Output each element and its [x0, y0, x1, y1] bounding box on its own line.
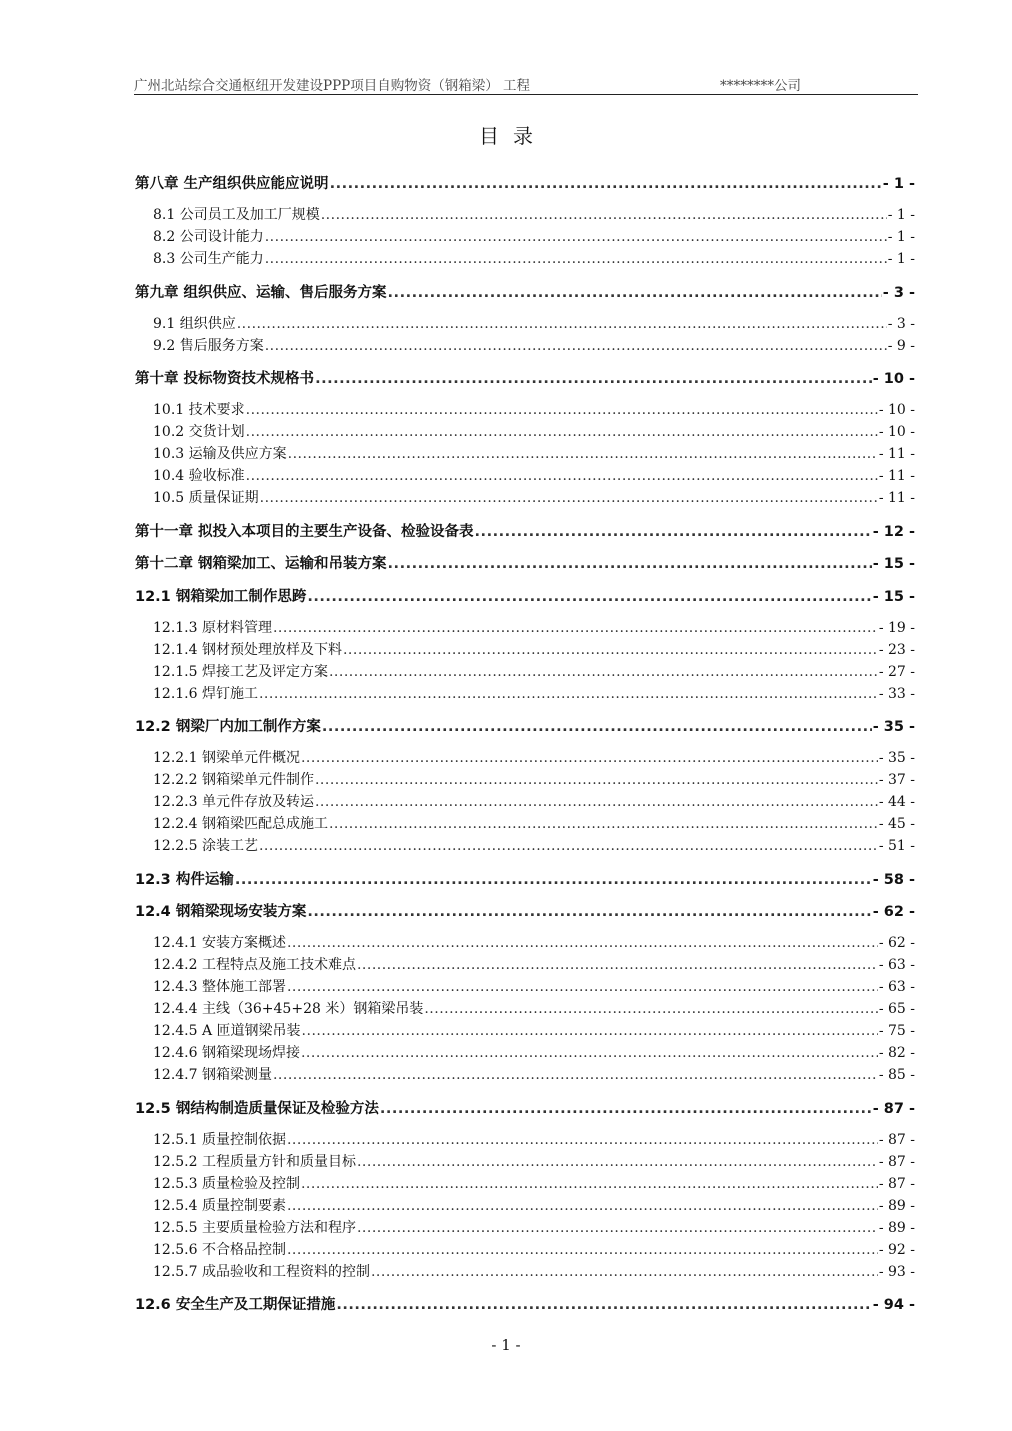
page-header	[134, 72, 918, 95]
toc-entry-page: - 82 -	[878, 1045, 915, 1061]
toc-section-entry[interactable]	[135, 1239, 915, 1261]
toc-leader-dots	[307, 589, 871, 605]
toc-entry-label: 12.4.2 工程特点及施工技术难点	[153, 957, 356, 973]
toc-entry-page: - 87 -	[878, 1175, 915, 1192]
toc-entry-label: 10.1 技术要求	[153, 402, 245, 418]
toc-section-entry[interactable]	[135, 1151, 915, 1173]
toc-section-entry[interactable]	[135, 661, 915, 683]
toc-entry-label: 12.2 钢梁厂内加工制作方案	[135, 719, 321, 735]
toc-leader-dots	[321, 207, 887, 223]
toc-section-entry[interactable]	[135, 813, 915, 835]
toc-entry-page: - 10 -	[872, 371, 915, 387]
toc-entry-label: 12.5 钢结构制造质量保证及检验方法	[135, 1100, 379, 1117]
toc-entry-label: 12.4.5 A 匝道钢梁吊装	[153, 1023, 301, 1039]
toc-leader-dots	[273, 620, 878, 636]
toc-leader-dots	[273, 1067, 878, 1083]
header-company: ********公司	[720, 78, 801, 94]
toc-entry-label: 12.4 钢箱梁现场安装方案	[135, 904, 307, 920]
toc-leader-dots	[265, 229, 887, 245]
toc-leader-dots	[388, 556, 872, 572]
toc-entry-page: - 1 -	[887, 207, 915, 223]
toc-entry-page: - 11 -	[878, 468, 915, 484]
toc-leader-dots	[246, 468, 878, 484]
toc-section-entry[interactable]	[135, 1064, 915, 1086]
toc-leader-dots	[424, 1001, 877, 1017]
toc-entry-label: 12.4.3 整体施工部署	[153, 979, 286, 995]
toc-entry-label: 10.5 质量保证期	[153, 490, 259, 506]
toc-entry-page: - 15 -	[872, 556, 915, 572]
toc-entry-label: 12.1 钢箱梁加工制作思跨	[135, 588, 307, 605]
toc-entry-page: - 1 -	[887, 229, 915, 245]
toc-chapter-entry[interactable]	[135, 585, 915, 607]
toc-section-entry[interactable]	[135, 791, 915, 813]
toc-section-entry[interactable]	[135, 1042, 915, 1064]
toc-leader-dots	[259, 686, 878, 702]
toc-section-entry[interactable]	[135, 1020, 915, 1042]
toc-leader-dots	[260, 490, 878, 506]
toc-leader-dots	[343, 642, 878, 658]
toc-leader-dots	[287, 935, 878, 951]
toc-entry-page: - 12 -	[872, 523, 915, 540]
toc-section-entry[interactable]	[135, 204, 915, 226]
toc-entry-page: - 58 -	[872, 871, 915, 888]
toc-leader-dots	[287, 979, 878, 995]
toc-entry-label: 12.3 构件运输	[135, 871, 234, 888]
toc-section-entry[interactable]	[135, 747, 915, 769]
toc-leader-dots	[246, 402, 878, 418]
toc-entry-label: 12.2.4 钢箱梁匹配总成施工	[153, 816, 328, 832]
toc-section-entry[interactable]	[135, 226, 915, 248]
header-project-title: 广州北站综合交通枢纽开发建设PPP项目自购物资（钢箱梁） 工程	[134, 78, 531, 94]
toc-entry-page: - 23 -	[878, 641, 915, 658]
toc-entry-label: 12.2.1 钢梁单元件概况	[153, 750, 300, 766]
toc-section-entry[interactable]	[135, 421, 915, 443]
toc-leader-dots	[287, 1242, 878, 1258]
toc-leader-dots	[336, 1297, 871, 1313]
toc-entry-page: - 89 -	[878, 1197, 915, 1214]
toc-leader-dots	[259, 838, 878, 854]
toc-entry-page: - 10 -	[878, 402, 915, 418]
toc-section-entry[interactable]	[135, 335, 915, 357]
toc-chapter-entry[interactable]	[135, 715, 915, 737]
toc-section-entry[interactable]	[135, 932, 915, 954]
toc-chapter-entry[interactable]	[135, 552, 915, 574]
toc-leader-dots	[329, 664, 878, 680]
page-number: - 1 -	[491, 1336, 521, 1354]
toc-chapter-entry[interactable]	[135, 367, 915, 389]
toc-leader-dots	[315, 794, 878, 810]
toc-leader-dots	[302, 1023, 878, 1039]
toc-section-entry[interactable]	[135, 998, 915, 1020]
toc-entry-label: 12.1.5 焊接工艺及评定方案	[153, 663, 328, 680]
toc-section-entry[interactable]	[135, 1195, 915, 1217]
toc-leader-dots	[301, 750, 878, 766]
toc-entry-label: 12.4.7 钢箱梁测量	[153, 1067, 272, 1083]
toc-leader-dots	[287, 1198, 878, 1214]
toc-chapter-entry[interactable]	[135, 281, 915, 303]
toc-entry-label: 12.4.6 钢箱梁现场焊接	[153, 1045, 300, 1061]
toc-entry-page: - 65 -	[878, 1001, 915, 1017]
toc-chapter-entry[interactable]	[135, 1097, 915, 1119]
toc-leader-dots	[329, 816, 878, 832]
toc-leader-dots	[357, 957, 878, 973]
toc-entry-label: 12.5.2 工程质量方针和质量目标	[153, 1153, 356, 1170]
toc-entry-page: - 44 -	[878, 794, 915, 810]
toc-title: 目录	[479, 124, 547, 148]
toc-leader-dots	[371, 1264, 878, 1280]
toc-entry-page: - 85 -	[878, 1067, 915, 1083]
toc-section-entry[interactable]	[135, 248, 915, 270]
toc-section-entry[interactable]	[135, 769, 915, 791]
toc-chapter-entry[interactable]	[135, 868, 915, 890]
toc-leader-dots	[315, 772, 878, 788]
toc-entry-page: - 92 -	[878, 1241, 915, 1258]
toc-leader-dots	[246, 424, 878, 440]
toc-entry-page: - 3 -	[887, 315, 915, 332]
toc-entry-label: 12.5.1 质量控制依据	[153, 1131, 286, 1148]
toc-entry-label: 第九章 组织供应、运输、售后服务方案	[135, 284, 387, 301]
toc-entry-page: - 75 -	[878, 1023, 915, 1039]
toc-entry-label: 9.2 售后服务方案	[153, 337, 264, 354]
toc-entry-label: 12.5.5 主要质量检验方法和程序	[153, 1219, 356, 1236]
toc-section-entry[interactable]	[135, 617, 915, 639]
toc-leader-dots	[357, 1154, 878, 1170]
toc-entry-page: - 87 -	[878, 1131, 915, 1148]
toc-entry-page: - 93 -	[878, 1263, 915, 1280]
toc-leader-dots	[301, 1045, 878, 1061]
toc-entry-label: 12.1.6 焊钉施工	[153, 685, 258, 702]
toc-leader-dots	[287, 1132, 878, 1148]
toc-entry-label: 12.6 安全生产及工期保证措施	[135, 1297, 336, 1313]
toc-entry-page: - 27 -	[878, 663, 915, 680]
toc-entry-page: - 1 -	[887, 251, 915, 267]
toc-entry-label: 12.2.2 钢箱梁单元件制作	[153, 772, 314, 788]
toc-section-entry[interactable]	[135, 1261, 915, 1283]
toc-section-entry[interactable]	[135, 1129, 915, 1151]
toc-entry-label: 第十章 投标物资技术规格书	[135, 371, 315, 387]
toc-entry-label: 10.3 运输及供应方案	[153, 446, 287, 462]
toc-entry-page: - 89 -	[878, 1219, 915, 1236]
toc-entry-page: - 63 -	[878, 957, 915, 973]
toc-entry-page: - 35 -	[872, 719, 915, 735]
toc-leader-dots	[237, 316, 887, 332]
toc-leader-dots	[380, 1101, 872, 1117]
toc-section-entry[interactable]	[135, 976, 915, 998]
toc-leader-dots	[235, 872, 872, 888]
toc-chapter-entry[interactable]	[135, 172, 915, 194]
toc-entry-page: - 63 -	[878, 979, 915, 995]
toc-entry-page: - 62 -	[878, 935, 915, 951]
toc-entry-page: - 51 -	[878, 838, 915, 854]
toc-entry-label: 12.5.6 不合格品控制	[153, 1241, 286, 1258]
toc-section-entry[interactable]	[135, 683, 915, 705]
toc-entry-label: 10.4 验收标准	[153, 468, 245, 484]
toc-entry-page: - 3 -	[882, 284, 915, 301]
toc-section-entry[interactable]	[135, 487, 915, 509]
toc-section-entry[interactable]	[135, 835, 915, 857]
toc-section-entry[interactable]	[135, 1173, 915, 1195]
toc-entry-label: 12.5.7 成品验收和工程资料的控制	[153, 1263, 370, 1280]
toc-leader-dots	[265, 251, 887, 267]
toc-entry-label: 12.2.3 单元件存放及转运	[153, 794, 314, 810]
toc-chapter-entry[interactable]	[135, 900, 915, 922]
toc-section-entry[interactable]	[135, 639, 915, 661]
toc-leader-dots	[301, 1176, 878, 1192]
toc-leader-dots	[330, 176, 882, 192]
toc-entry-label: 12.1.3 原材料管理	[153, 619, 272, 636]
toc-section-entry[interactable]	[135, 443, 915, 465]
toc-entry-label: 10.2 交货计划	[153, 424, 245, 440]
toc-entry-label: 第八章 生产组织供应能应说明	[135, 176, 329, 192]
toc-entry-label: 第十一章 拟投入本项目的主要生产设备、检验设备表	[135, 523, 474, 540]
toc-entry-page: - 11 -	[878, 446, 915, 462]
toc-leader-dots	[307, 904, 871, 920]
toc-entry-label: 8.3 公司生产能力	[153, 251, 264, 267]
toc-entry-page: - 10 -	[878, 424, 915, 440]
toc-entry-page: - 15 -	[872, 588, 915, 605]
toc-section-entry[interactable]	[135, 1217, 915, 1239]
toc-entry-page: - 11 -	[878, 490, 915, 506]
toc-entry-label: 第十二章 钢箱梁加工、运输和吊装方案	[135, 556, 387, 572]
toc-entry-page: - 62 -	[872, 904, 915, 920]
toc-leader-dots	[475, 524, 872, 540]
toc-entry-page: - 87 -	[878, 1153, 915, 1170]
toc-entry-page: - 94 -	[872, 1297, 915, 1313]
toc-entry-page: - 19 -	[878, 619, 915, 636]
toc-leader-dots	[288, 446, 878, 462]
toc-entry-label: 12.4.4 主线（36+45+28 米）钢箱梁吊装	[153, 1001, 424, 1017]
toc-leader-dots	[322, 719, 872, 735]
toc-entry-page: - 37 -	[878, 772, 915, 788]
toc-entry-label: 9.1 组织供应	[153, 315, 236, 332]
toc-chapter-entry[interactable]	[135, 1293, 915, 1315]
toc-entry-page: - 87 -	[872, 1100, 915, 1117]
toc-entry-page: - 45 -	[878, 816, 915, 832]
toc-leader-dots	[265, 338, 887, 354]
toc-entry-page: - 9 -	[887, 337, 915, 354]
toc-leader-dots	[315, 371, 872, 387]
toc-leader-dots	[357, 1220, 878, 1236]
toc-entry-label: 12.2.5 涂装工艺	[153, 838, 258, 854]
toc-entry-label: 12.4.1 安装方案概述	[153, 935, 286, 951]
toc-entry-page: - 35 -	[878, 750, 915, 766]
toc-section-entry[interactable]	[135, 465, 915, 487]
toc-leader-dots	[388, 285, 882, 301]
toc-chapter-entry[interactable]	[135, 520, 915, 542]
toc-entry-page: - 33 -	[878, 685, 915, 702]
toc-entry-label: 12.5.3 质量检验及控制	[153, 1175, 300, 1192]
toc-section-entry[interactable]	[135, 313, 915, 335]
toc-entry-page: - 1 -	[882, 176, 915, 192]
toc-entry-label: 12.1.4 钢材预处理放样及下料	[153, 641, 342, 658]
toc-entry-label: 8.2 公司设计能力	[153, 229, 264, 245]
toc-entry-label: 8.1 公司员工及加工厂规模	[153, 207, 320, 223]
toc-section-entry[interactable]	[135, 399, 915, 421]
toc-section-entry[interactable]	[135, 954, 915, 976]
toc-entry-label: 12.5.4 质量控制要素	[153, 1197, 286, 1214]
